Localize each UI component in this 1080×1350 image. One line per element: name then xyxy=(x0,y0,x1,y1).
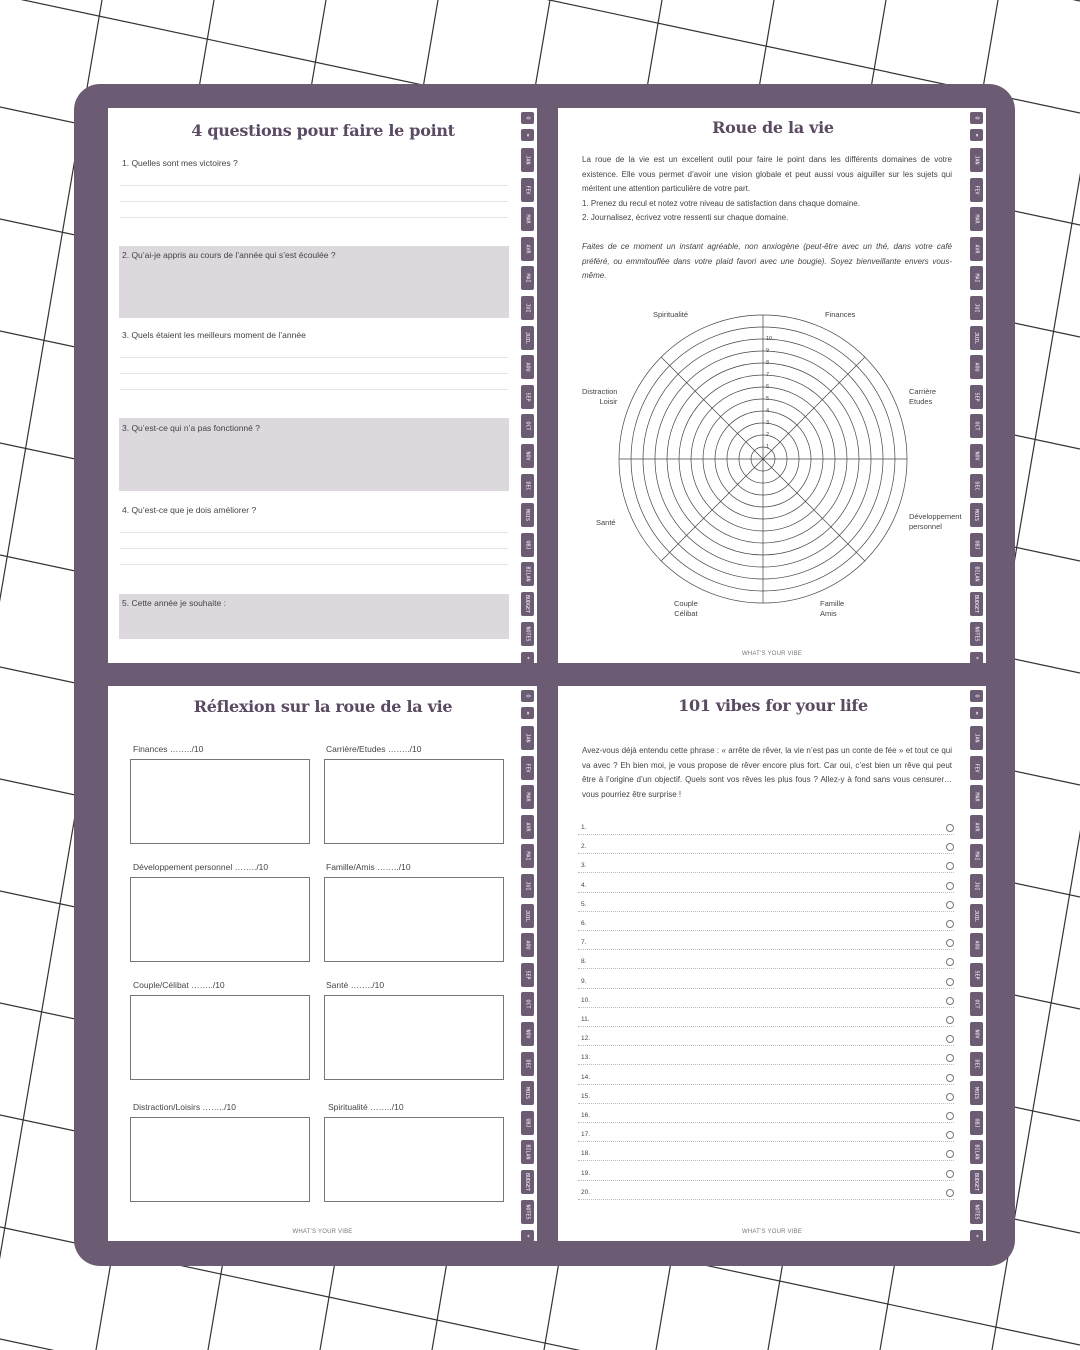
tab-label: BILAN xyxy=(524,1144,531,1160)
writing-box-famille[interactable] xyxy=(324,877,504,962)
box-label-sante: Santé ……../10 xyxy=(326,980,385,990)
tab-label: JUIL xyxy=(524,909,531,922)
tab-jan[interactable] xyxy=(521,726,534,750)
tab-label: DEC xyxy=(973,1059,980,1069)
vibe-number: 5. xyxy=(581,900,587,908)
tab-jan[interactable] xyxy=(970,726,983,750)
checkbox-circle-icon[interactable] xyxy=(946,1093,954,1101)
tab-label: + xyxy=(524,656,531,660)
vibe-number: 6. xyxy=(581,920,587,927)
tab-dec[interactable] xyxy=(970,474,983,498)
box-label-finances: Finances ……../10 xyxy=(133,744,204,754)
tab-obj[interactable] xyxy=(521,533,534,557)
question-2: 2. Qu’ai-je appris au cours de l’année qui s’est écoulée ? xyxy=(122,250,336,260)
question-5: 5. Cette année je souhaite : xyxy=(122,598,226,608)
tab-nov[interactable] xyxy=(970,444,983,468)
tab-label: MOIS xyxy=(524,509,531,522)
tab-label: + xyxy=(973,656,980,660)
wheel-scale-label: 8 xyxy=(766,360,770,366)
vibe-row[interactable] xyxy=(578,1162,954,1181)
vibe-number: 4. xyxy=(581,881,587,889)
tab-label: ≡ xyxy=(524,711,531,715)
tab-o[interactable] xyxy=(521,690,534,702)
tab-mai[interactable] xyxy=(521,266,534,290)
tab-notes[interactable] xyxy=(521,1200,534,1224)
tab-fev[interactable] xyxy=(521,178,534,202)
page-title: 101 vibes for your life xyxy=(678,696,868,715)
tab-label: OCT xyxy=(524,999,531,1009)
page-101-vibes xyxy=(558,686,986,1241)
tab-mois[interactable] xyxy=(521,503,534,527)
tab-obj[interactable] xyxy=(970,1111,983,1135)
page-wheel-reflection xyxy=(108,686,537,1241)
tab-label: FEV xyxy=(524,763,531,773)
page-title: 4 questions pour faire le point xyxy=(191,121,455,140)
vibe-number: 9. xyxy=(581,977,587,985)
tab-mar[interactable] xyxy=(970,785,983,809)
tab-label: O xyxy=(524,694,531,698)
page-wheel-of-life xyxy=(558,108,986,663)
box-label-spiritualite: Spiritualité ……../10 xyxy=(328,1102,404,1112)
tab-label: JUIL xyxy=(524,331,531,344)
tab-label: OBJ xyxy=(524,540,531,550)
wheel-label-spiritualite: Spiritualité xyxy=(653,310,689,319)
tab-label: MAI xyxy=(973,851,980,861)
wheel-scale-label: 3 xyxy=(766,420,770,426)
tab-notes[interactable] xyxy=(521,622,534,646)
writing-box-developpement[interactable] xyxy=(130,877,310,962)
wheel-scale-label: 6 xyxy=(766,384,770,390)
tab-label: JUIL xyxy=(973,331,980,344)
italic-note: Faites de ce moment un instant agréable, non anxiogène (peut-être avec un thé, dans votre café préféré, ou emmitouflée dans votre plaid favori avec une bougie). Soyez bienveillante envers vous-même. xyxy=(582,242,952,280)
tab-label: AVR xyxy=(973,244,980,254)
tab-label: O xyxy=(524,116,531,120)
tab-label: JAN xyxy=(973,155,980,165)
wheel-label-distraction: Distraction Loisir xyxy=(582,387,618,406)
vibe-number: 3. xyxy=(581,862,587,870)
tab-jui[interactable] xyxy=(970,296,983,320)
tab-juil[interactable] xyxy=(521,904,534,928)
vibe-row[interactable] xyxy=(578,1027,954,1046)
tab-label: NOTES xyxy=(524,626,531,642)
checkbox-circle-icon[interactable] xyxy=(946,1016,954,1024)
tab-aou[interactable] xyxy=(970,355,983,379)
tab-fev[interactable] xyxy=(521,756,534,780)
tab-label: BUDGET xyxy=(524,594,531,614)
box-label-famille: Famille/Amis ……../10 xyxy=(326,862,411,872)
tab-label: AVR xyxy=(524,244,531,254)
tab-bilan[interactable] xyxy=(970,1140,983,1164)
tab-label: DEC xyxy=(524,481,531,491)
vibe-row[interactable] xyxy=(578,1046,954,1065)
vibe-number: 1. xyxy=(581,824,587,831)
tab-label: AOU xyxy=(524,940,531,950)
vibe-row[interactable] xyxy=(578,1123,954,1142)
tab-sep[interactable] xyxy=(521,963,534,987)
writing-box-distraction[interactable] xyxy=(130,1117,310,1202)
tab-obj[interactable] xyxy=(970,533,983,557)
tab-label: NOTES xyxy=(973,1204,980,1220)
tab-dec[interactable] xyxy=(970,1052,983,1076)
tab-label: BUDGET xyxy=(973,594,980,614)
tab-budget[interactable] xyxy=(970,1170,983,1194)
checkbox-circle-icon[interactable] xyxy=(946,997,954,1005)
tab-x[interactable] xyxy=(970,129,983,141)
vibe-row[interactable] xyxy=(578,950,954,969)
checkbox-circle-icon[interactable] xyxy=(946,958,954,966)
vibe-row[interactable] xyxy=(578,854,954,873)
tab-fev[interactable] xyxy=(970,178,983,202)
tab-label: + xyxy=(524,1234,531,1238)
vibe-row[interactable] xyxy=(578,1142,954,1161)
tab-nov[interactable] xyxy=(521,444,534,468)
vibe-number: 19. xyxy=(581,1169,591,1177)
tab-label: JUI xyxy=(524,881,531,891)
footer-brand: WHAT’S YOUR VIBE xyxy=(742,1229,802,1235)
vibe-row[interactable] xyxy=(578,1104,954,1123)
tab-juil[interactable] xyxy=(521,326,534,350)
grid-line xyxy=(0,1339,1080,1350)
checkbox-circle-icon[interactable] xyxy=(946,862,954,870)
tab-dec[interactable] xyxy=(521,1052,534,1076)
checkbox-circle-icon[interactable] xyxy=(946,882,954,890)
tab-mai[interactable] xyxy=(970,844,983,868)
tab-jan[interactable] xyxy=(970,148,983,172)
tab-mois[interactable] xyxy=(521,1081,534,1105)
tab-label: OBJ xyxy=(973,540,980,550)
tab-mai[interactable] xyxy=(521,844,534,868)
tab-label: MAI xyxy=(973,273,980,283)
tab-mois[interactable] xyxy=(970,1081,983,1105)
page-title: Roue de la vie xyxy=(712,118,834,137)
wheel-spoke xyxy=(763,357,865,459)
wheel-scale-label: 5 xyxy=(766,396,770,402)
tab-label: BILAN xyxy=(973,1144,980,1160)
tab-bilan[interactable] xyxy=(970,562,983,586)
tab-aou[interactable] xyxy=(521,933,534,957)
wheel-label-sante: Santé xyxy=(596,518,616,527)
tab-sep[interactable] xyxy=(521,385,534,409)
page-title: Réflexion sur la roue de la vie xyxy=(193,697,453,716)
answer-line xyxy=(120,532,508,533)
intro-paragraph: La roue de la vie est un excellent outil pour faire le point dans les différents domaines de votre existence. Elle vous permet d’avoir une vision globale et peut aussi vous aiguiller sur les sujets qui méritent une attention particulière de votre part. xyxy=(582,155,952,193)
vibe-number: 15. xyxy=(581,1092,591,1100)
tab-label: OCT xyxy=(973,999,980,1009)
tab-label: ≡ xyxy=(973,711,980,715)
tab-label: MAR xyxy=(524,792,531,802)
vibe-row[interactable] xyxy=(578,893,954,912)
tab-budget[interactable] xyxy=(970,592,983,616)
wheel-label-finances: Finances xyxy=(825,310,856,319)
vibe-number: 14. xyxy=(581,1073,591,1081)
tab-jan[interactable] xyxy=(521,148,534,172)
tab-jui[interactable] xyxy=(521,296,534,320)
wheel-label-couple: Couple Célibat xyxy=(674,599,698,618)
question-1: 1. Quelles sont mes victoires ? xyxy=(122,158,238,168)
wheel-spoke xyxy=(763,459,865,561)
wheel-scale-label: 7 xyxy=(766,372,770,378)
vibe-row[interactable] xyxy=(578,1066,954,1085)
grid-line xyxy=(0,0,1080,1)
box-label-distraction: Distraction/Loisirs ……../10 xyxy=(133,1102,236,1112)
tab-label: FEV xyxy=(524,185,531,195)
tab-label: NOV xyxy=(973,451,980,461)
tab-oct[interactable] xyxy=(521,414,534,438)
tab-label: SEP xyxy=(973,392,980,402)
tab-budget[interactable] xyxy=(521,1170,534,1194)
checkbox-circle-icon[interactable] xyxy=(946,1054,954,1062)
tab-label: AOU xyxy=(973,362,980,372)
tab-label: NOV xyxy=(524,451,531,461)
tab-label: NOTES xyxy=(973,626,980,642)
checkbox-circle-icon[interactable] xyxy=(946,920,954,928)
tab-avr[interactable] xyxy=(521,815,534,839)
tab-oct[interactable] xyxy=(970,992,983,1016)
checkbox-circle-icon[interactable] xyxy=(946,1074,954,1082)
tab-label: JAN xyxy=(973,733,980,743)
checkbox-circle-icon[interactable] xyxy=(946,1170,954,1178)
checkbox-circle-icon[interactable] xyxy=(946,901,954,909)
tab-label: SEP xyxy=(524,970,531,980)
tab-label: DEC xyxy=(973,481,980,491)
step-2: 2. Journalisez, écrivez votre ressenti sur chaque domaine. xyxy=(582,213,789,222)
checkbox-circle-icon[interactable] xyxy=(946,824,954,832)
tab-avr[interactable] xyxy=(970,815,983,839)
page-four-questions xyxy=(108,108,537,663)
tab-label: AVR xyxy=(524,822,531,832)
checkbox-circle-icon[interactable] xyxy=(946,978,954,986)
vibe-row[interactable] xyxy=(578,912,954,931)
writing-box-finances[interactable] xyxy=(130,759,310,844)
answer-line xyxy=(120,185,508,186)
tab-dec[interactable] xyxy=(521,474,534,498)
tab-x[interactable] xyxy=(970,707,983,719)
tab-mar[interactable] xyxy=(521,785,534,809)
tab-label: + xyxy=(973,1234,980,1238)
tab-label: NOV xyxy=(524,1029,531,1039)
life-wheel-chart[interactable] xyxy=(613,311,913,611)
tab-bilan[interactable] xyxy=(521,1140,534,1164)
writing-box-spiritualite[interactable] xyxy=(324,1117,504,1202)
checkbox-circle-icon[interactable] xyxy=(946,1112,954,1120)
tab-bilan[interactable] xyxy=(521,562,534,586)
checkbox-circle-icon[interactable] xyxy=(946,1131,954,1139)
vibe-number: 17. xyxy=(581,1131,591,1139)
tab-label: MOIS xyxy=(973,509,980,522)
intro-paragraph: Avez-vous déjà entendu cette phrase : « arrête de rêver, la vie n’est pas un conte de fée » et tout ce qui va avec ? Eh bien moi, je vous propose de rêver encore plus fort. Car oui, c’est bien un rêve qui peut être à l’origine d’un objectif. Quels sont vos rêves les plus fous ? Allez-y à fond sans vous censurer… vous pourriez être surprise ! xyxy=(582,746,952,799)
wheel-scale-label: 9 xyxy=(766,348,770,354)
tab-label: DEC xyxy=(524,1059,531,1069)
wheel-scale-label: 10 xyxy=(766,336,773,342)
vibe-row[interactable] xyxy=(578,1181,954,1200)
tab-+[interactable] xyxy=(521,652,534,663)
tab-avr[interactable] xyxy=(970,237,983,261)
tab-label: MAR xyxy=(973,214,980,224)
tab-oct[interactable] xyxy=(521,992,534,1016)
footer-brand: WHAT’S YOUR VIBE xyxy=(292,1229,353,1235)
vibe-number: 16. xyxy=(581,1112,591,1119)
answer-line xyxy=(120,201,508,202)
tab-nov[interactable] xyxy=(521,1022,534,1046)
tab-label: MAI xyxy=(524,273,531,283)
tab-label: JUI xyxy=(524,303,531,313)
tab-label: MAI xyxy=(524,851,531,861)
wheel-scale-label: 1 xyxy=(766,444,770,450)
tab-label: OBJ xyxy=(524,1118,531,1128)
tab-budget[interactable] xyxy=(521,592,534,616)
tab-fev[interactable] xyxy=(970,756,983,780)
vibe-number: 13. xyxy=(581,1054,591,1062)
tab-+[interactable] xyxy=(970,652,983,663)
tab-label: AOU xyxy=(524,362,531,372)
wheel-scale-label: 4 xyxy=(766,408,770,414)
vibe-row[interactable] xyxy=(578,835,954,854)
tab-mar[interactable] xyxy=(521,207,534,231)
tab-label: BUDGET xyxy=(973,1172,980,1192)
box-label-carriere: Carrière/Etudes ……../10 xyxy=(326,744,422,754)
tab-+[interactable] xyxy=(970,1230,983,1241)
tab-label: JUI xyxy=(973,303,980,313)
tab-label: FEV xyxy=(973,763,980,773)
answer-line xyxy=(120,548,508,549)
wheel-scale-label: 2 xyxy=(766,432,770,438)
tab-mai[interactable] xyxy=(970,266,983,290)
tab-sep[interactable] xyxy=(970,385,983,409)
tab-label: O xyxy=(973,694,980,698)
vibe-row[interactable] xyxy=(578,1008,954,1027)
tab-label: JAN xyxy=(524,155,531,165)
wheel-label-famille: Famille Amis xyxy=(820,599,845,618)
tab-aou[interactable] xyxy=(970,933,983,957)
tab-x[interactable] xyxy=(521,707,534,719)
vibe-row[interactable] xyxy=(578,989,954,1008)
tab-juil[interactable] xyxy=(970,904,983,928)
tab-label: BILAN xyxy=(524,566,531,582)
tab-label: MOIS xyxy=(973,1087,980,1100)
footer-brand: WHAT’S YOUR VIBE xyxy=(742,651,802,657)
tab-label: BUDGET xyxy=(524,1172,531,1192)
tab-aou[interactable] xyxy=(521,355,534,379)
answer-line xyxy=(120,373,508,374)
tab-label: AOU xyxy=(973,940,980,950)
vibe-number: 18. xyxy=(581,1150,591,1158)
tab-obj[interactable] xyxy=(521,1111,534,1135)
vibe-row[interactable] xyxy=(578,816,954,835)
tab-o[interactable] xyxy=(970,690,983,702)
tab-label: SEP xyxy=(524,392,531,402)
vibe-row[interactable] xyxy=(578,931,954,950)
question-4: 4. Qu’est-ce que je dois améliorer ? xyxy=(122,505,257,515)
answer-line xyxy=(120,217,508,218)
vibe-number: 11. xyxy=(581,1016,590,1023)
writing-box-carriere[interactable] xyxy=(324,759,504,844)
tab-o[interactable] xyxy=(521,112,534,124)
question-3b: 3. Qu’est-ce qui n’a pas fonctionné ? xyxy=(122,423,260,433)
box-label-developpement: Développement personnel ……../10 xyxy=(133,862,269,872)
checkbox-circle-icon[interactable] xyxy=(946,939,954,947)
tab-o[interactable] xyxy=(970,112,983,124)
tab-oct[interactable] xyxy=(970,414,983,438)
wheel-spoke xyxy=(661,357,763,459)
tab-mar[interactable] xyxy=(970,207,983,231)
tab-jui[interactable] xyxy=(521,874,534,898)
tab-label: ≡ xyxy=(524,133,531,137)
checkbox-circle-icon[interactable] xyxy=(946,843,954,851)
tab-jui[interactable] xyxy=(970,874,983,898)
checkbox-circle-icon[interactable] xyxy=(946,1150,954,1158)
tab-label: MAR xyxy=(524,214,531,224)
checkbox-circle-icon[interactable] xyxy=(946,1035,954,1043)
writing-box-couple[interactable] xyxy=(130,995,310,1080)
answer-line xyxy=(120,357,508,358)
tab-label: NOTES xyxy=(524,1204,531,1220)
checkbox-circle-icon[interactable] xyxy=(946,1189,954,1197)
tab-label: NOV xyxy=(973,1029,980,1039)
tab-sep[interactable] xyxy=(970,963,983,987)
tab-x[interactable] xyxy=(521,129,534,141)
vibe-number: 8. xyxy=(581,958,587,966)
vibe-row[interactable] xyxy=(578,874,954,893)
vibe-number: 12. xyxy=(581,1035,591,1043)
tab-label: ≡ xyxy=(973,133,980,137)
tab-label: OCT xyxy=(524,421,531,431)
tab-label: JAN xyxy=(524,733,531,743)
tab-label: BILAN xyxy=(973,566,980,582)
tab-notes[interactable] xyxy=(970,622,983,646)
answer-line xyxy=(120,564,508,565)
step-1: 1. Prenez du recul et notez votre niveau de satisfaction dans chaque domaine. xyxy=(582,199,860,208)
tab-label: JUI xyxy=(973,881,980,891)
tab-label: MOIS xyxy=(524,1087,531,1100)
wheel-label-developpement: Développement personnel xyxy=(909,512,962,531)
tab-label: FEV xyxy=(973,185,980,195)
tab-notes[interactable] xyxy=(970,1200,983,1224)
vibe-number: 2. xyxy=(581,843,587,851)
wheel-spoke xyxy=(661,459,763,561)
tab-label: MAR xyxy=(973,792,980,802)
tab-juil[interactable] xyxy=(970,326,983,350)
tab-label: SEP xyxy=(973,970,980,980)
tab-avr[interactable] xyxy=(521,237,534,261)
writing-box-sante[interactable] xyxy=(324,995,504,1080)
vibe-number: 20. xyxy=(581,1188,591,1196)
tab-label: AVR xyxy=(973,822,980,832)
tab-label: OBJ xyxy=(973,1118,980,1128)
answer-line xyxy=(120,389,508,390)
question-3: 3. Quels étaient les meilleurs moment de l’année xyxy=(122,330,306,340)
vibe-number: 7. xyxy=(581,939,587,947)
tab-label: OCT xyxy=(973,421,980,431)
vibe-row[interactable] xyxy=(578,970,954,989)
tab-nov[interactable] xyxy=(970,1022,983,1046)
tab-label: O xyxy=(973,116,980,120)
box-label-couple: Couple/Célibat ……../10 xyxy=(133,980,225,990)
wheel-label-carriere: Carrière Etudes xyxy=(909,387,937,406)
tab-label: JUIL xyxy=(973,909,980,922)
vibe-number: 10. xyxy=(581,996,591,1004)
tab-+[interactable] xyxy=(521,1230,534,1241)
vibe-row[interactable] xyxy=(578,1085,954,1104)
tab-mois[interactable] xyxy=(970,503,983,527)
